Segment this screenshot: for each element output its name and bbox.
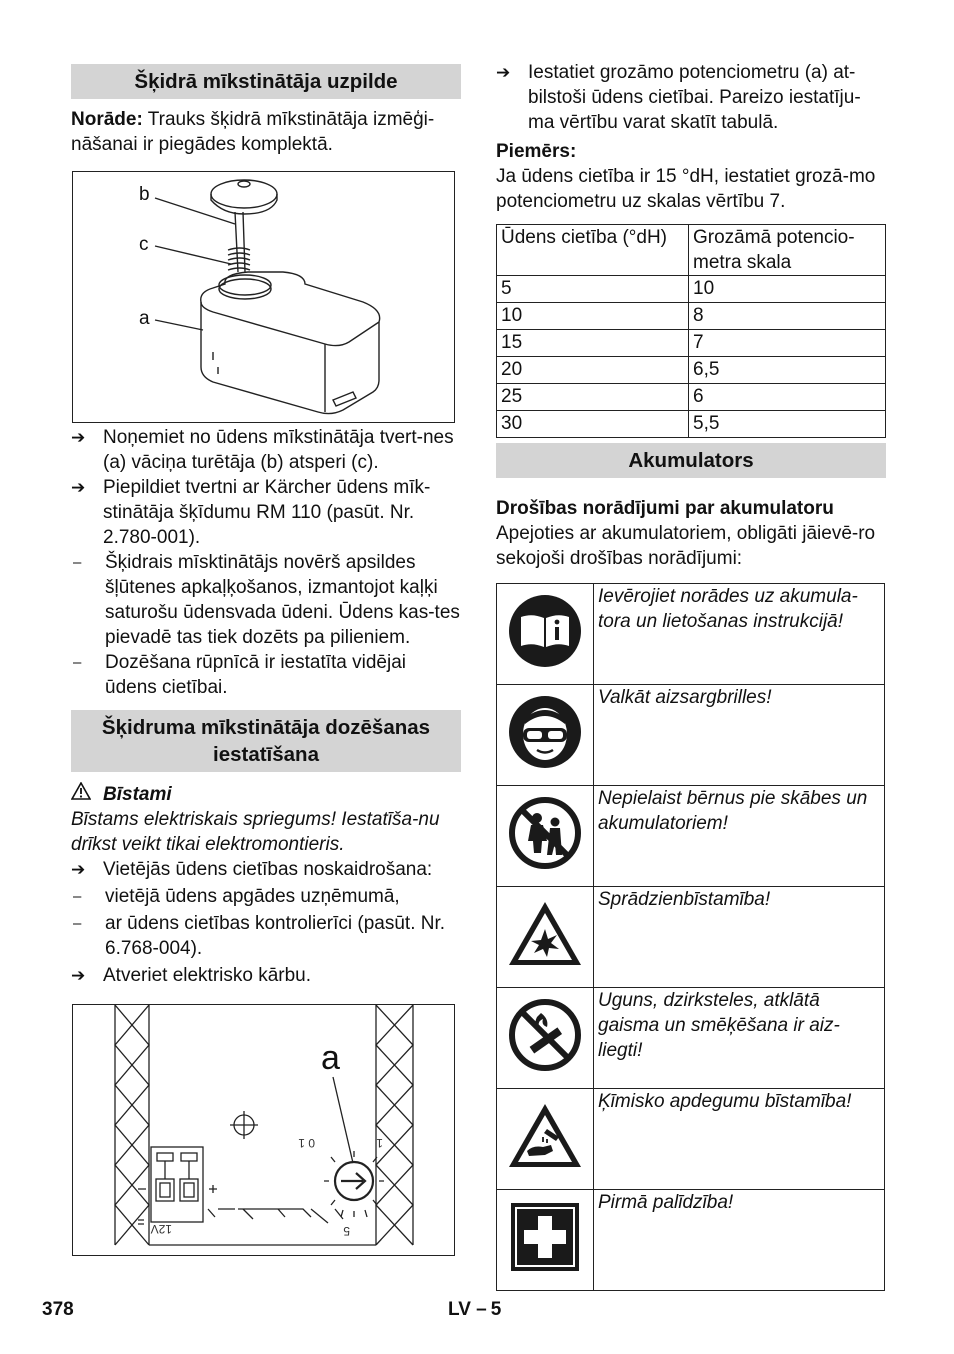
safety-text: Pirmā palīdzība! bbox=[594, 1190, 885, 1291]
safety-row bbox=[497, 887, 885, 988]
table-row bbox=[497, 330, 886, 357]
table-cell: 20 bbox=[497, 357, 689, 384]
table-cell: 5 bbox=[497, 276, 689, 303]
steps-hardness bbox=[71, 857, 461, 988]
step-text: Atveriet elektrisko kārbu. bbox=[103, 965, 312, 986]
danger-label: Bīstami bbox=[103, 784, 172, 805]
fig1-label-a: a bbox=[139, 308, 150, 329]
figure-electrical-box bbox=[72, 1004, 455, 1256]
safety-text: Sprādzienbīstamība! bbox=[594, 887, 885, 988]
table-cell: 15 bbox=[497, 330, 689, 357]
table-header-cell: Ūdens cietība (°dH) bbox=[497, 225, 689, 276]
table-cell: 25 bbox=[497, 384, 689, 411]
no-children-icon bbox=[507, 795, 583, 871]
table-row bbox=[497, 276, 886, 303]
step-text: Iestatiet grozāmo potenciometru (a) at-bilstoši ūdens cietībai. Pareizo iestatīju-ma vērtību varat skatīt tabulā. bbox=[528, 62, 861, 133]
step-text: Vietējās ūdens cietības noskaidrošana: bbox=[103, 859, 433, 880]
steps-refill bbox=[71, 425, 461, 700]
left-column bbox=[71, 60, 461, 1256]
note-label: Norāde: bbox=[71, 109, 143, 130]
list-text: Dozēšana rūpnīcā ir iestatīta vidējai ūdens cietībai. bbox=[105, 652, 406, 698]
section-heading-battery: Akumulators bbox=[496, 443, 886, 478]
figure-softener-tank bbox=[72, 171, 455, 423]
dash-marker: – bbox=[73, 654, 82, 671]
arrow-icon: ➔ bbox=[71, 478, 86, 497]
page-number: 378 bbox=[42, 1299, 74, 1320]
tank-drawing bbox=[73, 172, 454, 422]
dash-marker: – bbox=[73, 888, 82, 905]
fig1-label-b: b bbox=[139, 184, 150, 205]
footer-separator: – bbox=[476, 1299, 487, 1320]
table-cell: 7 bbox=[689, 330, 886, 357]
scale-label-one: 1 bbox=[376, 1136, 383, 1150]
danger-block bbox=[71, 782, 461, 857]
table-cell: 6 bbox=[689, 384, 886, 411]
table-row bbox=[497, 357, 886, 384]
battery-safety-intro: Apejoties ar akumulatoriem, obligāti jāievē-ro sekojoši drošības norādījumi: bbox=[496, 523, 876, 569]
first-aid-icon bbox=[510, 1202, 580, 1272]
voltage-label: 12V bbox=[150, 1222, 172, 1236]
corrosive-icon bbox=[507, 1101, 583, 1171]
footer-page: 5 bbox=[490, 1299, 502, 1320]
table-cell: 10 bbox=[689, 276, 886, 303]
list-text: vietējā ūdens apgādes uzņēmumā, bbox=[105, 886, 400, 907]
list-item bbox=[71, 884, 461, 909]
safety-row bbox=[497, 685, 885, 786]
table-row bbox=[497, 303, 886, 330]
battery-safety-subheading: Drošības norādījumi par akumulatoru bbox=[496, 498, 834, 519]
example-text: Ja ūdens cietība ir 15 °dH, iestatiet grozā-mo potenciometru uz skalas vērtību 7. bbox=[496, 166, 876, 212]
table-cell: 5,5 bbox=[689, 411, 886, 438]
safety-text: Ievērojiet norādes uz akumula-tora un lietošanas instrukcijā! bbox=[594, 584, 885, 685]
list-text: ar ūdens cietības kontrolierīci (pasūt. Nr. 6.768-004). bbox=[105, 913, 446, 959]
danger-text: Bīstams elektriskais spriegums! Iestatīša-nu drīkst veikt tikai elektromontieris. bbox=[71, 809, 440, 855]
table-cell: 30 bbox=[497, 411, 689, 438]
note-text: Trauks šķidrā mīkstinātāja izmēģi-nāšanai ir piegādes komplektā. bbox=[71, 109, 435, 155]
list-item bbox=[71, 911, 461, 961]
goggles-icon bbox=[507, 694, 583, 770]
footer-lang: LV bbox=[448, 1299, 471, 1320]
step-item bbox=[71, 963, 461, 988]
arrow-icon: ➔ bbox=[71, 860, 86, 879]
explosion-icon bbox=[507, 899, 583, 969]
footer-section bbox=[448, 1297, 501, 1322]
warning-triangle-icon bbox=[71, 782, 103, 807]
step-text: Noņemiet no ūdens mīkstinātāja tvert-nes (a) vāciņa turētāja (b) atsperi (c). bbox=[103, 427, 454, 473]
electrical-box-drawing bbox=[73, 1005, 454, 1255]
arrow-icon: ➔ bbox=[496, 63, 511, 82]
safety-row bbox=[497, 988, 885, 1089]
hardness-table bbox=[496, 224, 886, 438]
dash-marker: – bbox=[73, 915, 82, 932]
safety-text: Valkāt aizsargbrilles! bbox=[594, 685, 885, 786]
manual-icon bbox=[507, 593, 583, 669]
safety-row bbox=[497, 786, 885, 887]
fig1-label-c: c bbox=[139, 234, 149, 255]
safety-row bbox=[497, 1190, 885, 1291]
step-item bbox=[496, 60, 886, 135]
note-paragraph bbox=[71, 107, 461, 157]
table-header-row bbox=[497, 225, 886, 276]
fig2-label-a: a bbox=[321, 1039, 340, 1077]
example-label: Piemērs: bbox=[496, 141, 577, 162]
list-text: Šķidrais mīsktinātājs novērš apsildes šļūtenes apkaļķošanos, izmantojot kaļķi saturošu ūdensvada ūdeni. Ūdens kas-tes pievadē tas tiek dozēts pa pilieniem. bbox=[105, 552, 460, 648]
section-heading-refill: Šķidrā mīkstinātāja uzpilde bbox=[71, 64, 461, 99]
list-item bbox=[71, 650, 461, 700]
arrow-icon: ➔ bbox=[71, 428, 86, 447]
step-item bbox=[71, 475, 461, 550]
table-header-cell: Grozāmā potencio-metra skala bbox=[689, 225, 886, 276]
safety-text: Ķīmisko apdegumu bīstamība! bbox=[594, 1089, 885, 1190]
safety-text: Uguns, dzirksteles, atklātā gaisma un smēķēšana ir aiz-liegti! bbox=[594, 988, 885, 1089]
step-item bbox=[71, 857, 461, 882]
table-cell: 8 bbox=[689, 303, 886, 330]
safety-row bbox=[497, 1089, 885, 1190]
step-item bbox=[71, 425, 461, 475]
no-fire-icon bbox=[507, 997, 583, 1073]
section-heading-dosing: Šķidruma mīkstinātāja dozēšanas iestatīšana bbox=[71, 710, 461, 772]
right-column bbox=[496, 60, 886, 1291]
arrow-icon: ➔ bbox=[71, 966, 86, 985]
table-cell: 6,5 bbox=[689, 357, 886, 384]
scale-label-five: 5 bbox=[343, 1224, 350, 1238]
safety-symbols-table bbox=[496, 583, 885, 1291]
table-row bbox=[497, 411, 886, 438]
list-item bbox=[71, 550, 461, 650]
dash-marker: – bbox=[73, 554, 82, 571]
scale-label-top: 0 1 bbox=[298, 1136, 315, 1150]
table-cell: 10 bbox=[497, 303, 689, 330]
safety-row bbox=[497, 584, 885, 685]
table-row bbox=[497, 384, 886, 411]
safety-text: Nepielaist bērnus pie skābes un akumulatoriem! bbox=[594, 786, 885, 887]
step-text: Piepildiet tvertni ar Kärcher ūdens mīk-stinātāja šķīdumu RM 110 (pasūt. Nr. 2.780-001). bbox=[103, 477, 431, 548]
